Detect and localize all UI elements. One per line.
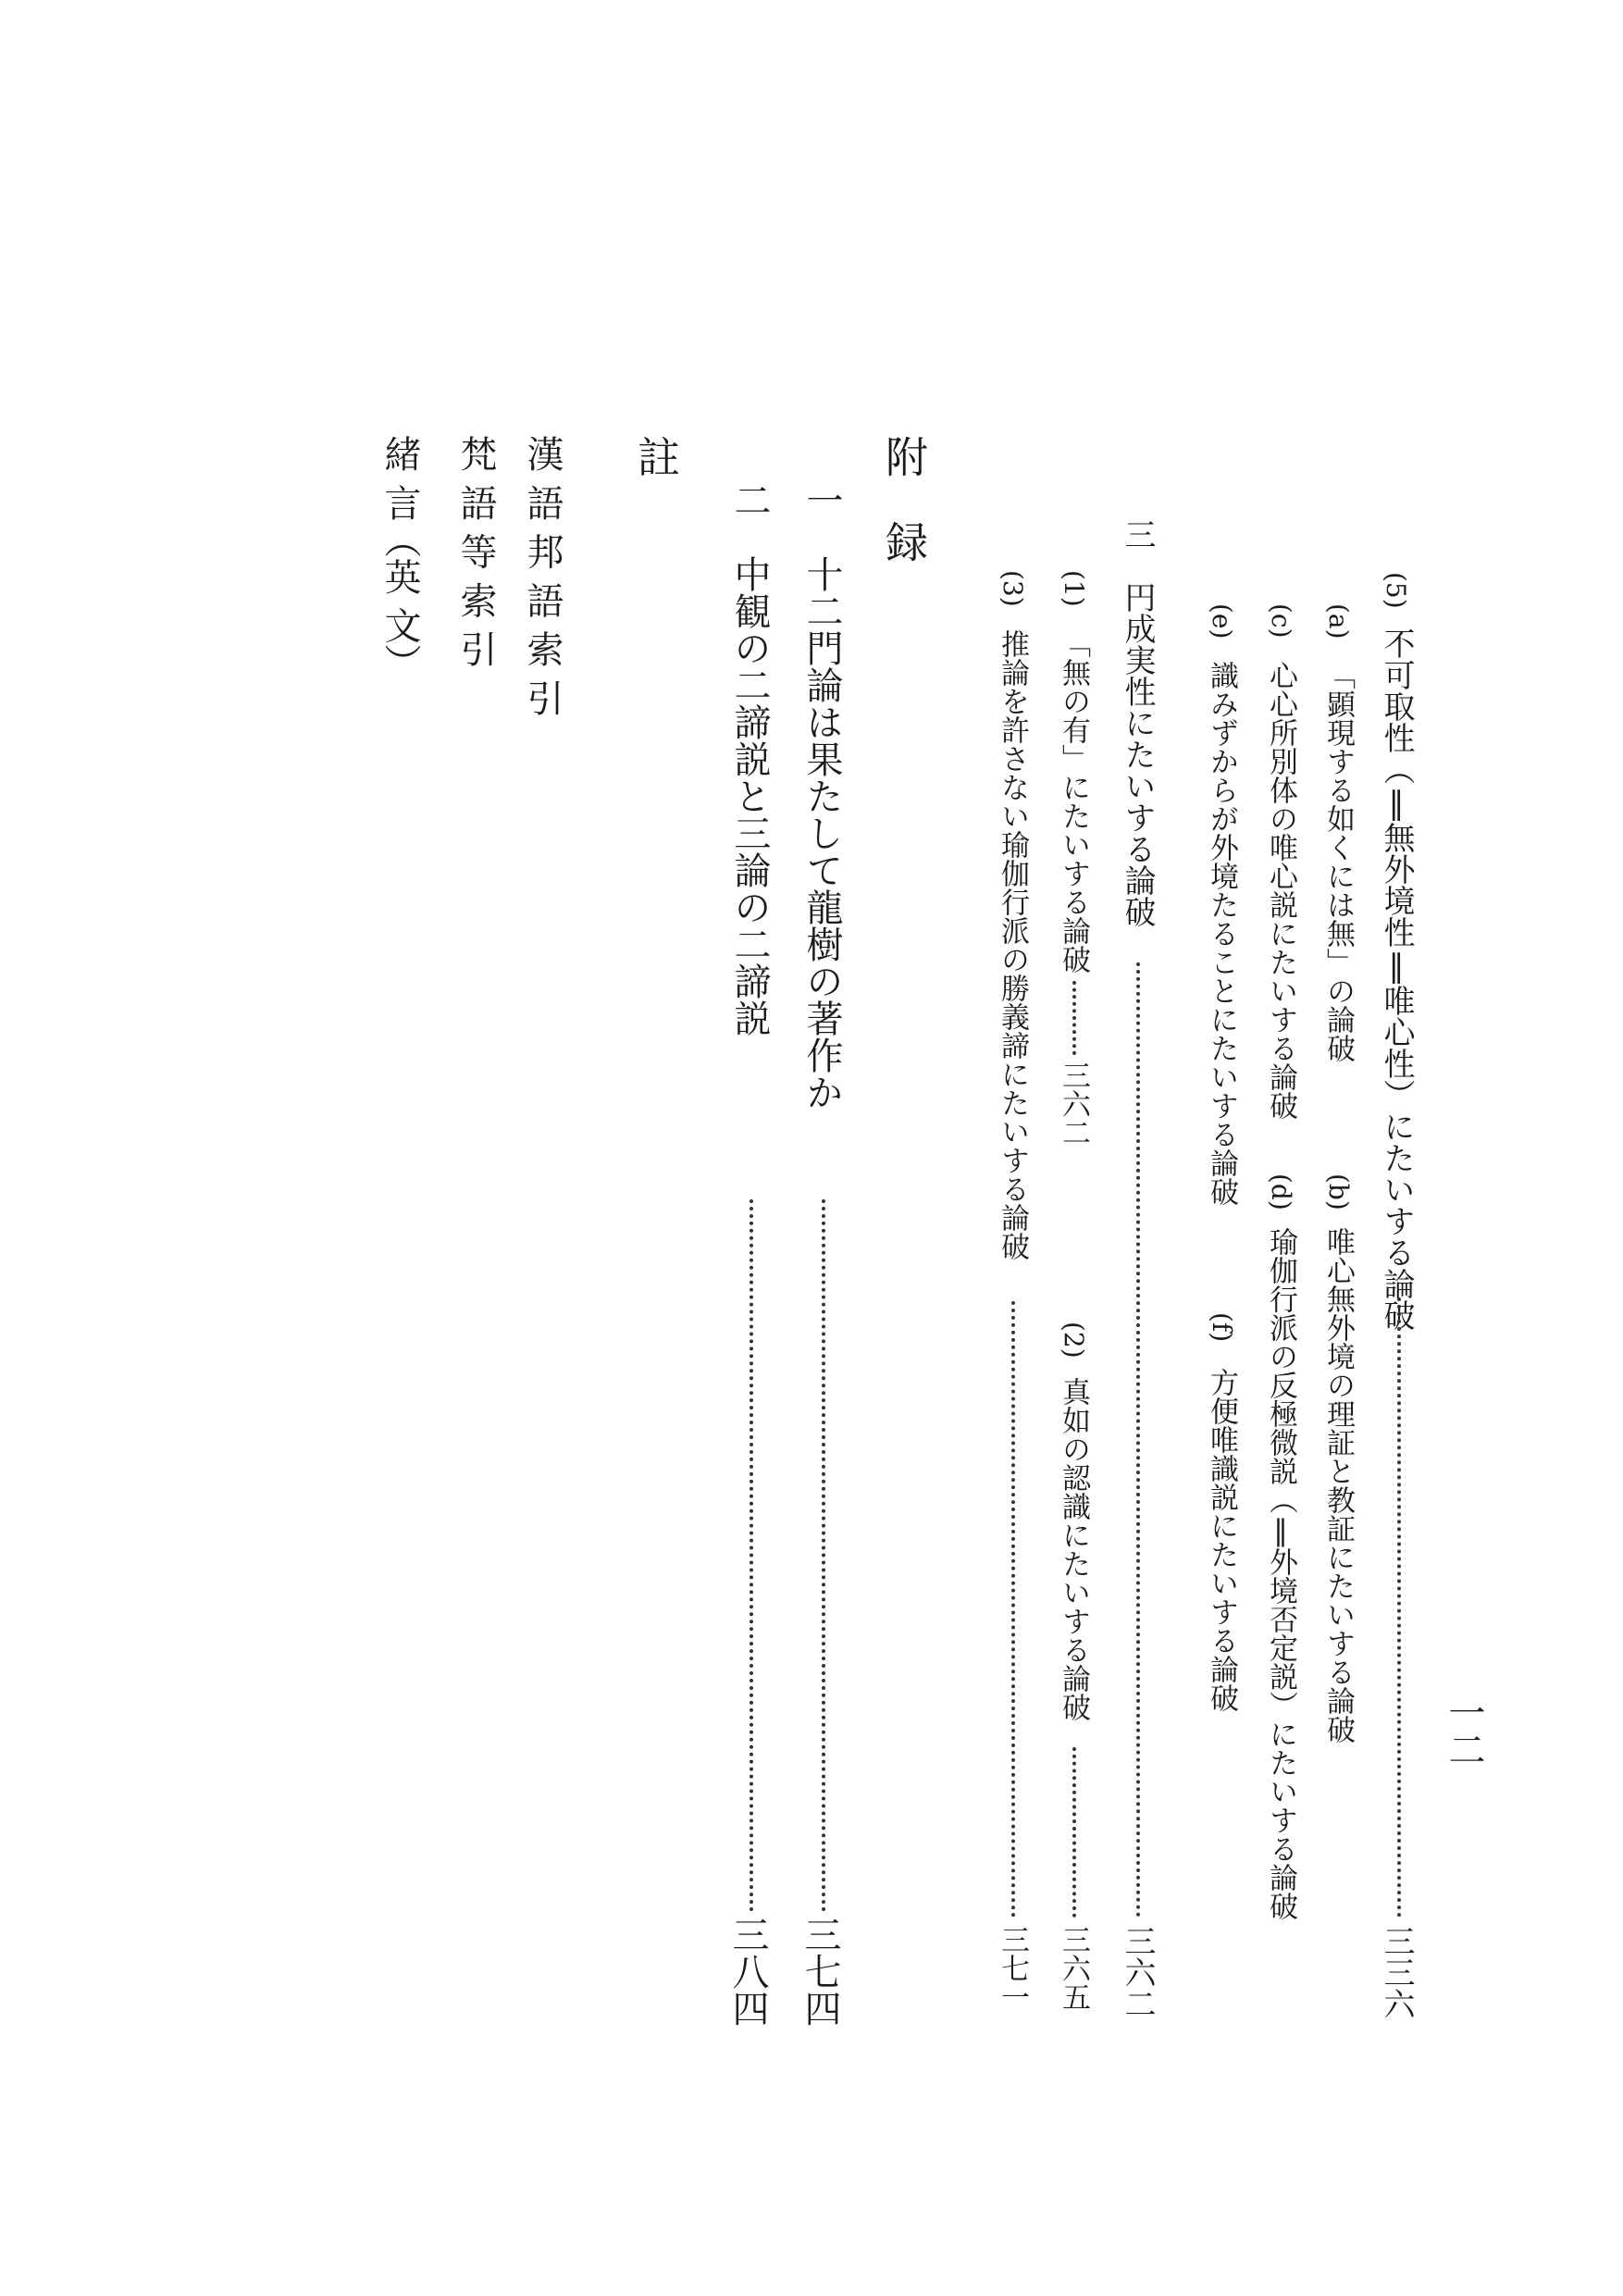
page-ref: 三六五 (1057, 1925, 1090, 2011)
dot-leader (822, 1199, 825, 1912)
page-ref: 三八四 (726, 1916, 769, 2027)
index-bongo: 梵 語 等 索 引 (454, 435, 497, 667)
entry-marker: (e) (1207, 603, 1237, 639)
entry-title: 十二門論は果たして龍樹の著作か (800, 555, 843, 1111)
page-ref: 三六二 (1057, 1061, 1090, 1147)
dot-leader (1072, 981, 1076, 1055)
dot-leader (1136, 962, 1140, 1917)
entry-title: 心心所別体の唯心説にたいする論破 (1264, 661, 1297, 1120)
entry-title: 識みずからが外境たることにたいする論破 (1205, 661, 1238, 1206)
dot-leader (1072, 1747, 1076, 1917)
page-ref: 三六二 (1119, 1925, 1156, 2019)
dot-leader (1397, 1297, 1401, 1917)
entry-title: 推論を許さない瑜伽行派の勝義諦にたいする論破 (996, 629, 1029, 1260)
entry-marker: (3) (997, 570, 1028, 607)
entry-marker: (2) (1059, 1322, 1089, 1359)
entry-title: 「顕現する如くには無」の論破 (1321, 661, 1355, 1062)
section-marker: 二 (728, 481, 771, 518)
page-ref: 三七四 (799, 1916, 841, 2027)
entry-title: 方便唯識説にたいする論破 (1205, 1368, 1238, 1712)
entry-marker: (a) (1323, 603, 1354, 639)
entry-marker: (b) (1323, 1173, 1354, 1210)
entry-marker: (5) (1381, 572, 1411, 609)
entry-title: 不可取性（‖無外境性‖唯心性）にたいする論破 (1378, 627, 1415, 1331)
entry-title: 唯心無外境の理証と教証にたいする論破 (1321, 1227, 1355, 1744)
page-ref: 三七一 (996, 1925, 1029, 2011)
notes-heading: 註 (631, 435, 681, 478)
section-marker: 一 (800, 481, 843, 518)
entry-title: 円成実性にたいする論破 (1119, 581, 1156, 927)
entry-marker: (1) (1059, 570, 1089, 607)
entry-marker: (f) (1207, 1312, 1237, 1343)
index-kango: 漢 語 邦 語 索 引 (521, 435, 564, 716)
entry-title: 「無の有」にたいする論破 (1057, 629, 1090, 974)
page-number: 一二 (1443, 1694, 1485, 1768)
appendix-heading: 附 録 (879, 435, 929, 563)
entry-marker: (c) (1266, 603, 1296, 639)
entry-title: 瑜伽行派の反極微説（‖外境否定説）にたいする論破 (1264, 1227, 1297, 1920)
preface-english: 緒 言（英 文） (378, 435, 421, 681)
dot-leader (1011, 1301, 1015, 1917)
entry-marker: (d) (1266, 1173, 1296, 1210)
entry-title: 真如の認識にたいする論破 (1057, 1377, 1090, 1721)
section-marker: 三 (1119, 518, 1156, 550)
entry-title: 中観の二諦説と三論の二諦説 (728, 555, 771, 1036)
page-ref: 三三六 (1378, 1925, 1415, 2019)
dot-leader (750, 1199, 753, 1912)
